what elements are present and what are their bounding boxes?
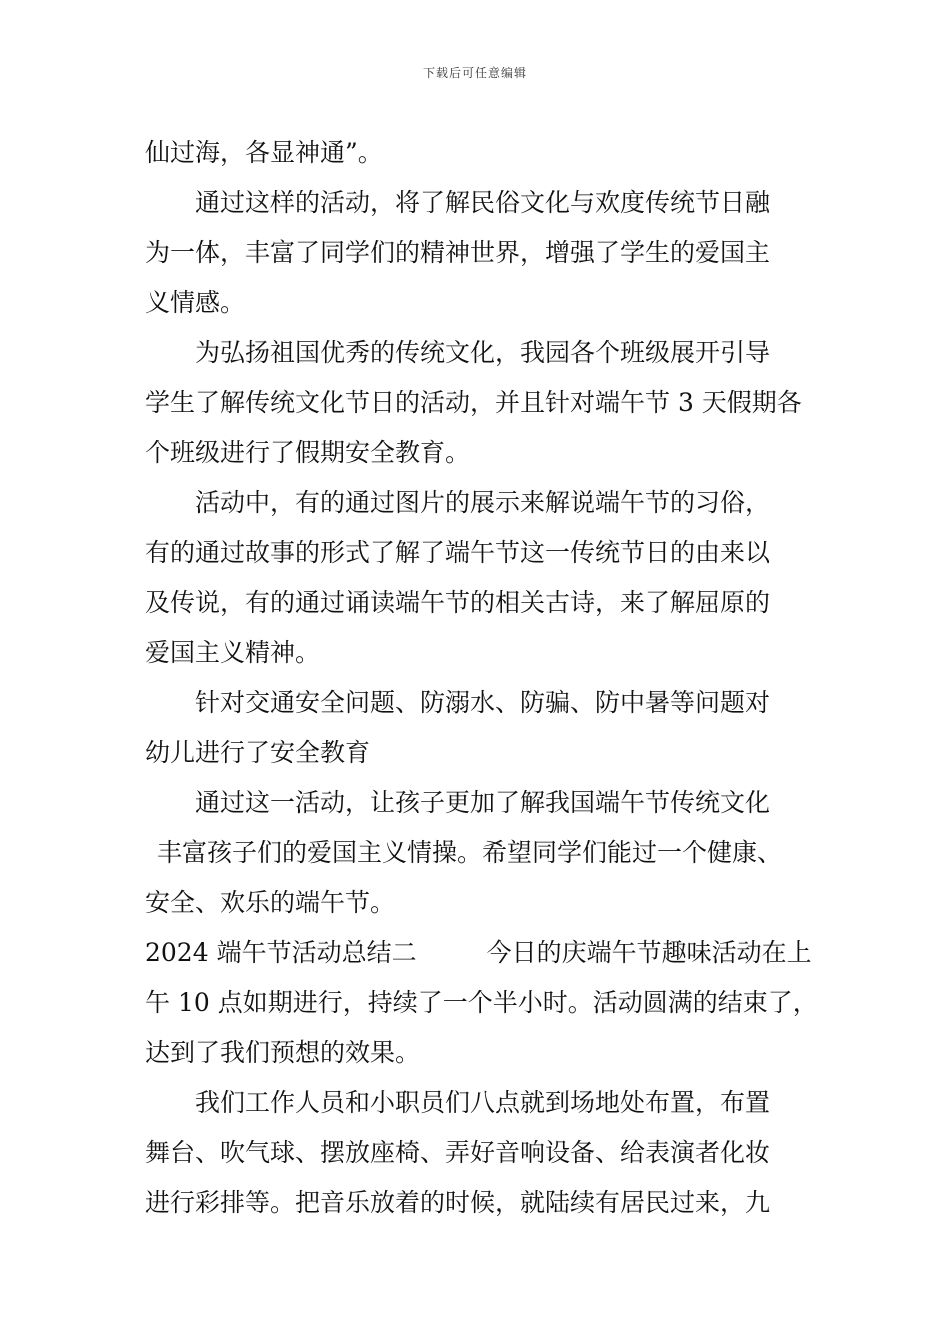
paragraph-line: 及传说，有的通过诵读端午节的相关古诗，来了解屈原的 [145, 588, 771, 617]
paragraph-line: 义情感。 [145, 288, 246, 317]
paragraph-line: 通过这一活动，让孩子更加了解我国端午节传统文化 [195, 788, 771, 817]
paragraph-line: 通过这样的活动，将了解民俗文化与欢度传统节日融 [195, 188, 771, 217]
paragraph-line: 午 10 点如期进行，持续了一个半小时。活动圆满的结束了， [145, 988, 818, 1017]
paragraph-line: 安全、欢乐的端午节。 [145, 888, 396, 917]
paragraph-line: 幼儿进行了安全教育 [145, 738, 371, 767]
section-title: 2024 端午节活动总结二 [145, 938, 417, 967]
document-body [145, 128, 825, 1228]
paragraph-line: 学生了解传统文化节日的活动，并且针对端午节 3 天假期各 [145, 388, 802, 417]
paragraph-line: 活动中，有的通过图片的展示来解说端午节的习俗， [195, 488, 771, 517]
paragraph-line: 有的通过故事的形式了解了端午节这一传统节日的由来以 [145, 538, 771, 567]
paragraph-line: 我们工作人员和小职员们八点就到场地处布置，布置 [195, 1088, 771, 1117]
page-header: 下载后可任意编辑 [422, 66, 527, 80]
paragraph-line: 进行彩排等。把音乐放着的时候，就陆续有居民过来，九 [145, 1188, 771, 1217]
section-heading-line [145, 928, 825, 978]
paragraph-line: 为弘扬祖国优秀的传统文化，我园各个班级展开引导 [195, 338, 771, 367]
paragraph-line: 舞台、吹气球、摆放座椅、弄好音响设备、给表演者化妆 [145, 1138, 771, 1167]
section-first-line: 今日的庆端午节趣味活动在上 [486, 938, 812, 967]
paragraph-line: 达到了我们预想的效果。 [145, 1038, 421, 1067]
paragraph-line: 针对交通安全问题、防溺水、防骗、防中暑等问题对 [195, 688, 771, 717]
paragraph-line: 个班级进行了假期安全教育。 [145, 438, 471, 467]
paragraph-line: 为一体，丰富了同学们的精神世界，增强了学生的爱国主 [145, 238, 771, 267]
paragraph-line: 丰富孩子们的爱国主义情操。希望同学们能过一个健康、 [157, 838, 783, 867]
paragraph-line: 爱国主义精神。 [145, 638, 321, 667]
paragraph-line: 仙过海，各显神通”。 [145, 138, 383, 167]
